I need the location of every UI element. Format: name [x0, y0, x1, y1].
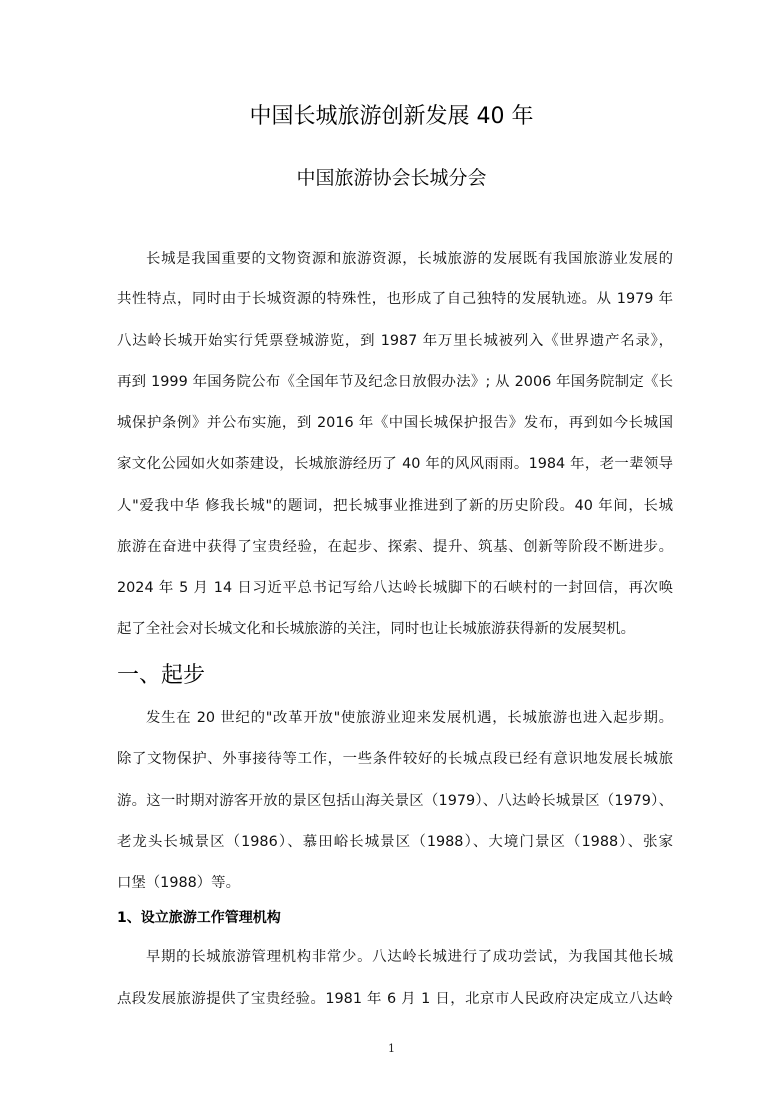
document-title: 中国长城旅游创新发展 40 年	[249, 104, 534, 129]
intro-line: 2024 年 5 月 14 日习近平总书记写给八达岭长城脚下的石峡村的一封回信，再次唤	[117, 580, 673, 596]
section1-line: 除了文物保护、外事接待等工作，一些条件较好的长城点段已经有意识地发展长城旅	[117, 751, 673, 767]
section1-line: 发生在 20 世纪的"改革开放"使旅游业迎来发展机遇，长城旅游也进入起步期。	[146, 710, 673, 726]
intro-line: 家文化公园如火如荼建设，长城旅游经历了 40 年的风风雨雨。1984 年，老一辈领导	[117, 456, 673, 472]
intro-line: 人"爱我中华 修我长城"的题词，把长城事业推进到了新的历史阶段。40 年间，长城	[117, 498, 673, 514]
section-heading: 一、起步	[117, 663, 206, 688]
subsection-heading: 1、设立旅游工作管理机构	[117, 910, 281, 926]
section1-line: 口堡（1988）等。	[117, 875, 240, 891]
section1-line: 游。这一时期对游客开放的景区包括山海关景区（1979）、八达岭长城景区（1979）、	[117, 793, 673, 809]
section1-line: 老龙头长城景区（1986）、慕田峪长城景区（1988）、大境门景区（1988）、张家	[117, 834, 673, 850]
intro-line: 起了全社会对长城文化和长城旅游的关注，同时也让长城旅游获得新的发展契机。	[117, 621, 636, 637]
page-number: 1	[388, 1042, 395, 1055]
intro-line: 城保护条例》并公布实施，到 2016 年《中国长城保护报告》发布，再到如今长城国	[117, 415, 673, 431]
intro-line: 长城是我国重要的文物资源和旅游资源，长城旅游的发展既有我国旅游业发展的	[146, 251, 673, 267]
subsection1-line: 点段发展旅游提供了宝贵经验。1981 年 6 月 1 日，北京市人民政府决定成立八达岭	[117, 991, 673, 1007]
subsection1-line: 早期的长城旅游管理机构非常少。八达岭长城进行了成功尝试，为我国其他长城	[146, 949, 673, 965]
intro-line: 旅游在奋进中获得了宝贵经验，在起步、探索、提升、筑基、创新等阶段不断进步。	[117, 539, 673, 555]
intro-line: 八达岭长城开始实行凭票登城游览，到 1987 年万里长城被列入《世界遗产名录》，	[117, 333, 673, 349]
intro-line: 共性特点，同时由于长城资源的特殊性，也形成了自己独特的发展轨迹。从 1979 年	[117, 291, 673, 307]
intro-line: 再到 1999 年国务院公布《全国年节及纪念日放假办法》; 从 2006 年国务院制定《长	[117, 374, 673, 390]
document-subtitle: 中国旅游协会长城分会	[296, 167, 487, 189]
